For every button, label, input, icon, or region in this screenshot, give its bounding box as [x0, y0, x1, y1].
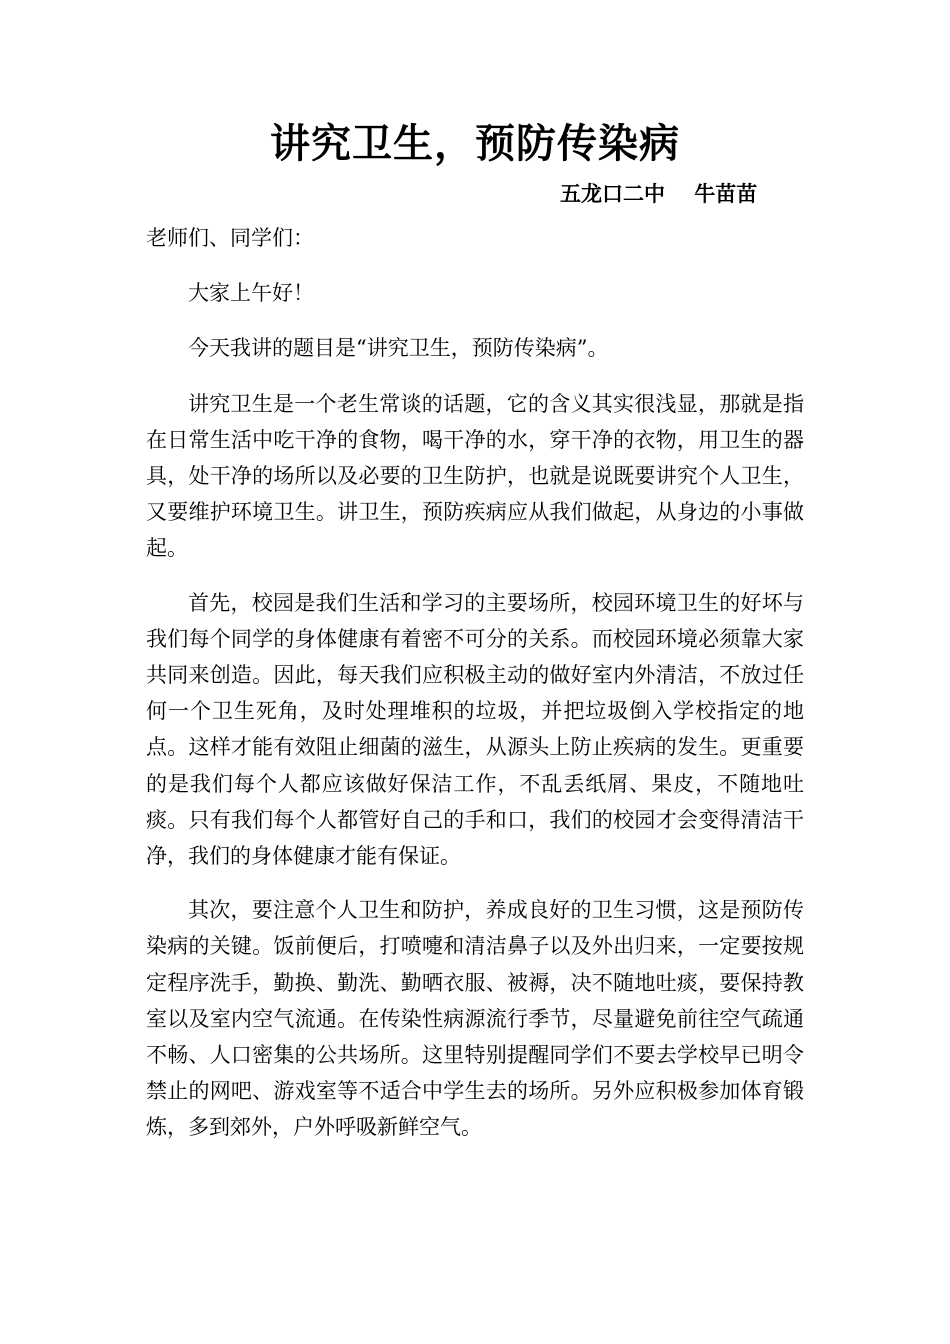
- paragraph-greeting: 大家上午好！: [188, 281, 314, 306]
- paragraph-topic: 今天我讲的题目是“讲究卫生，预防传染病”。: [188, 336, 609, 361]
- salutation: 老师们、同学们：: [146, 226, 314, 250]
- author-byline: 五龙口二中 牛苗苗: [560, 181, 758, 206]
- paragraph-intro: 讲究卫生是一个老生常谈的话题，它的含义其实很浅显，那就是指在日常生活中吃干净的食物，喝干净的水，穿干净的衣物，用卫生的器具，处干净的场所以及必要的卫生防护，也就是说既要讲究个人卫生，又要维护环境卫生。讲卫生，预防疾病应从我们做起，从身边的小事做起。: [146, 391, 804, 561]
- document-body: [146, 216, 804, 1146]
- document-title: 讲究卫生，预防传染病: [270, 120, 680, 167]
- paragraph-campus: 首先，校园是我们生活和学习的主要场所，校园环境卫生的好坏与我们每个同学的身体健康有着密不可分的关系。而校园环境必须靠大家共同来创造。因此，每天我们应积极主动的做好室内外清洁，不放过任何一个卫生死角，及时处理堆积的垃圾，并把垃圾倒入学校指定的地点。这样才能有效阻止细菌的滋生，从源头上防止疾病的发生。更重要的是我们每个人都应该做好保洁工作，不乱丢纸屑、果皮，不随地吐痰。只有我们每个人都管好自己的手和口，我们的校园才会变得清洁干净，我们的身体健康才能有保证。: [146, 590, 804, 869]
- paragraph-personal: 其次，要注意个人卫生和防护，养成良好的卫生习惯，这是预防传染病的关键。饭前便后，打喷嚏和清洁鼻子以及外出归来，一定要按规定程序洗手，勤换、勤洗、勤晒衣服、被褥，决不随地吐痰，要保持教室以及室内空气流通。在传染性病源流行季节，尽量避免前往空气疏通不畅、人口密集的公共场所。这里特别提醒同学们不要去学校早已明令禁止的网吧、游戏室等不适合中学生去的场所。另外应积极参加体育锻炼，多到郊外，户外呼吸新鲜空气。: [146, 898, 804, 1140]
